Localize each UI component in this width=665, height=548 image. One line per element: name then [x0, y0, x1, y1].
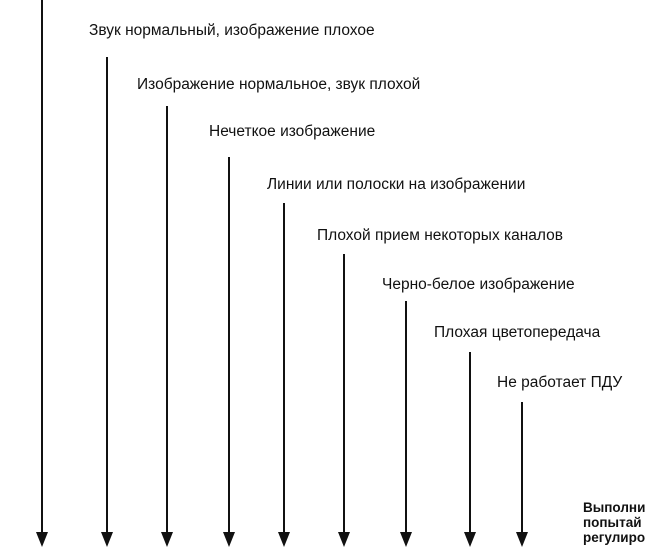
arrow-head-s8	[516, 532, 528, 547]
symptom-label-poor-color: Плохая цветопередача	[434, 324, 601, 341]
arrow-head-s3	[223, 532, 235, 547]
symptom-label-remote-not-working: Не работает ПДУ	[497, 374, 623, 391]
arrow-head-s0	[36, 532, 48, 547]
instruction-note	[583, 500, 645, 545]
arrow-head-s7	[464, 532, 476, 547]
arrow-head-s6	[400, 532, 412, 547]
symptom-label-blurry-image: Нечеткое изображение	[209, 123, 376, 140]
arrow-head-s1	[101, 532, 113, 547]
instruction-note-line-3: регулиро	[583, 530, 646, 545]
symptom-label-sound-normal-image-bad: Звук нормальный, изображение плохое	[89, 22, 375, 39]
instruction-note-line-2: попытай	[583, 515, 642, 530]
symptom-label-black-white-image: Черно-белое изображение	[382, 276, 575, 293]
symptom-label-lines-on-image: Линии или полоски на изображении	[267, 176, 526, 193]
instruction-note-line-1: Выполни	[583, 500, 646, 515]
symptom-label-poor-reception: Плохой прием некоторых каналов	[317, 227, 563, 244]
symptom-label-image-normal-sound-bad: Изображение нормальное, звук плохой	[137, 76, 421, 93]
arrow-head-s2	[161, 532, 173, 547]
arrow-head-s5	[338, 532, 350, 547]
arrow-head-s4	[278, 532, 290, 547]
